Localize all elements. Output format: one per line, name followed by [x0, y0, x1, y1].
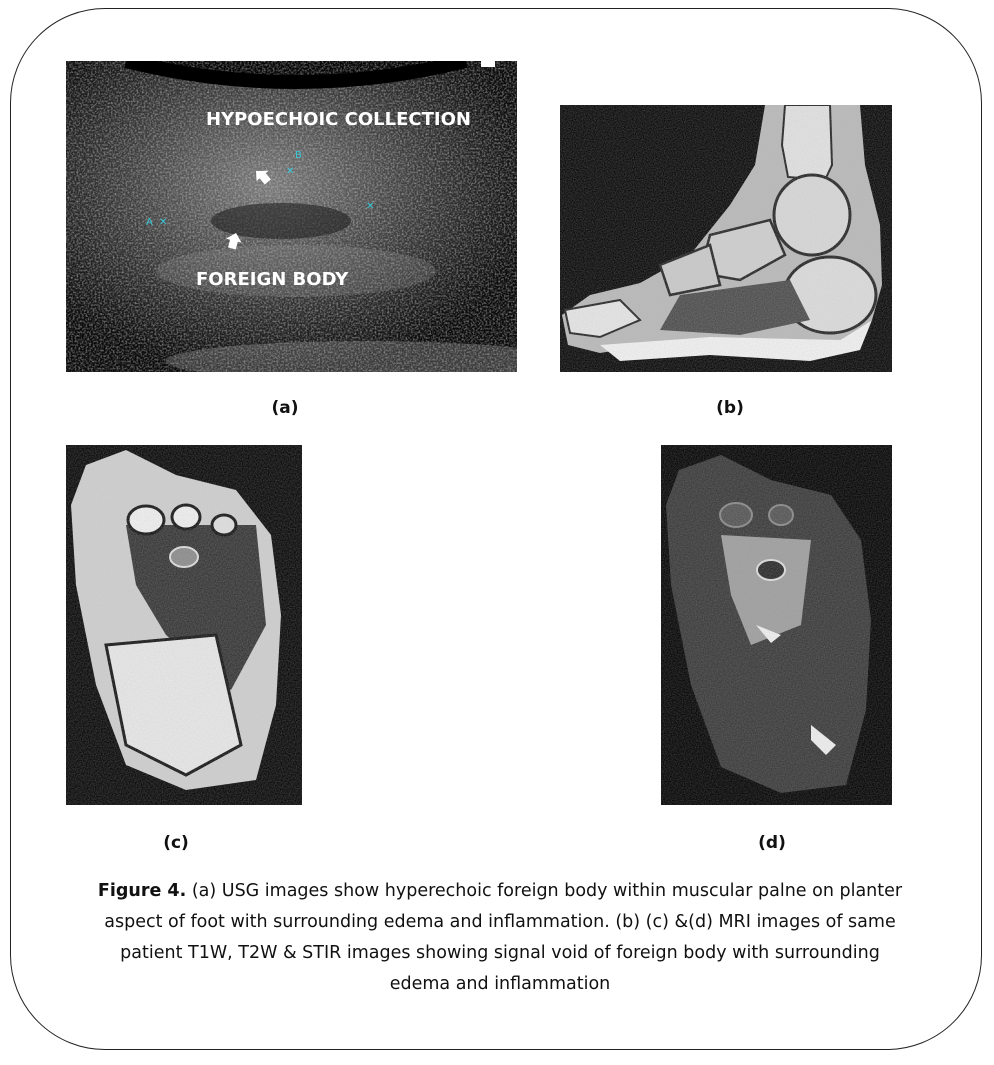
caliper-icon: ✕: [159, 217, 168, 228]
sagittal-mri-image: [560, 105, 892, 372]
panel-b-label: (b): [716, 398, 744, 418]
coronal-t2-mri-image: [66, 445, 302, 805]
scanner-indicator-icon: [481, 61, 495, 67]
figure-caption-text: (a) USG images show hyperechoic foreign body within muscular palne on planter aspect of foot with surrounding edema and inflammation. (b) (c) &(d) MRI images of same patient T1W, T2W & STIR images showing signal void of foreign body with surrounding edema and inflammation: [104, 881, 903, 994]
panel-d-label: (d): [758, 833, 786, 853]
hypoechoic-collection-annotation: HYPOECHOIC COLLECTION: [206, 109, 471, 130]
foreign-body-annotation: FOREIGN BODY: [196, 269, 349, 290]
figure-number: Figure 4.: [97, 881, 187, 901]
panel-a-label: (a): [271, 398, 299, 418]
caliper-icon: ✕: [286, 166, 295, 177]
marker-a-label: A: [146, 217, 153, 228]
ultrasound-image: [66, 61, 517, 372]
coronal-stir-mri-image: [661, 445, 892, 805]
marker-b-label: B: [295, 150, 302, 161]
caliper-icon: ✕: [366, 201, 375, 212]
figure-caption: [90, 876, 910, 1000]
panel-c-label: (c): [163, 833, 189, 853]
